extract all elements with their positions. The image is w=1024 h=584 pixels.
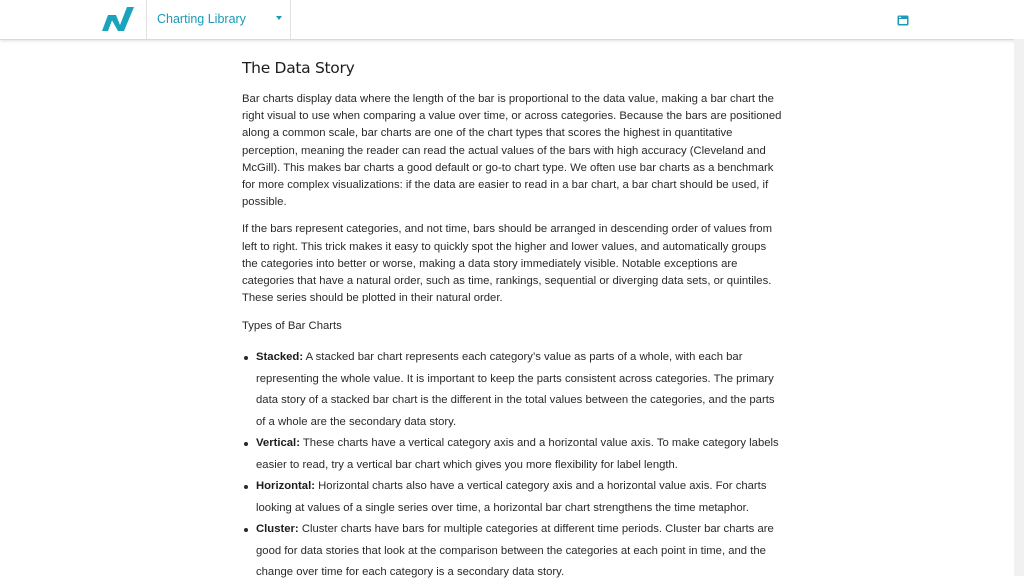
- page-scrollbar[interactable]: [1014, 39, 1024, 576]
- article-paragraph: Bar charts display data where the length of the bar is proportional to the data value, making a bar chart the right visual to use when comparing a value over time, or across categories. Because the bars are positioned along a common scale, bar charts are one of the chart types that scores the highest in quantitative perception, meaning the reader can read the actual values of the bars with high accuracy (Cleveland and McGill). This makes bar charts a good default or go-to chart type. We often use bar charts as a benchmark for more complex visualizations: if the data are easier to read in a bar chart, a bar chart should be used, if possible.: [242, 93, 782, 209]
- page-title: The Data Story: [242, 59, 355, 77]
- list-item-text: Horizontal charts also have a vertical category axis and a horizontal value axis. For charts looking at values of a single series over time, a horizontal bar chart strengthens the time metaphor.: [256, 480, 767, 514]
- article-paragraph: If the bars represent categories, and not time, bars should be arranged in descending order of values from left to right. This trick makes it easy to quickly spot the higher and lower values, and automatically groups the categories into better or worse, making a data story immediately visible. Notable exceptions are categories that have a natural order, such as time, rankings, sequential or diverging data sets, or quintiles. These series should be plotted in their natural order.: [242, 223, 773, 305]
- header-divider: [290, 0, 291, 39]
- top-navigation-bar: [0, 0, 1024, 40]
- list-item-term: Horizontal:: [256, 480, 315, 493]
- list-item-term: Cluster:: [256, 523, 299, 536]
- article: [242, 56, 782, 584]
- bar-chart-types-list: [242, 347, 782, 584]
- list-item: [256, 347, 782, 433]
- section-heading: Types of Bar Charts: [242, 320, 342, 333]
- list-item-text: These charts have a vertical category axis and a horizontal value axis. To make category labels easier to read, try a vertical bar chart which gives you more flexibility for label length.: [256, 437, 779, 471]
- list-item: [256, 476, 782, 519]
- header-divider: [146, 0, 147, 39]
- list-item-text: Cluster charts have bars for multiple categories at different time periods. Cluster bar charts are good for data stories that look at the comparison between the categories at each point in time, and the change over time for each category is a secondary data story.: [256, 523, 774, 579]
- list-item-term: Stacked:: [256, 351, 304, 364]
- list-item-term: Vertical:: [256, 437, 300, 450]
- list-item-text: A stacked bar chart represents each category’s value as parts of a whole, with each bar representing the whole value. It is important to keep the parts consistent across categories. The primary data story of a stacked bar chart is the different in the total values between the categories, and the parts of a whole are the secondary data story.: [256, 351, 775, 428]
- window-icon[interactable]: [897, 13, 909, 24]
- nasdaq-logo-icon[interactable]: [100, 3, 136, 33]
- list-item: [256, 433, 782, 476]
- chevron-down-icon: [276, 16, 282, 20]
- charting-library-label: Charting Library: [157, 12, 246, 26]
- list-item: [256, 519, 782, 584]
- charting-library-dropdown[interactable]: [148, 0, 290, 39]
